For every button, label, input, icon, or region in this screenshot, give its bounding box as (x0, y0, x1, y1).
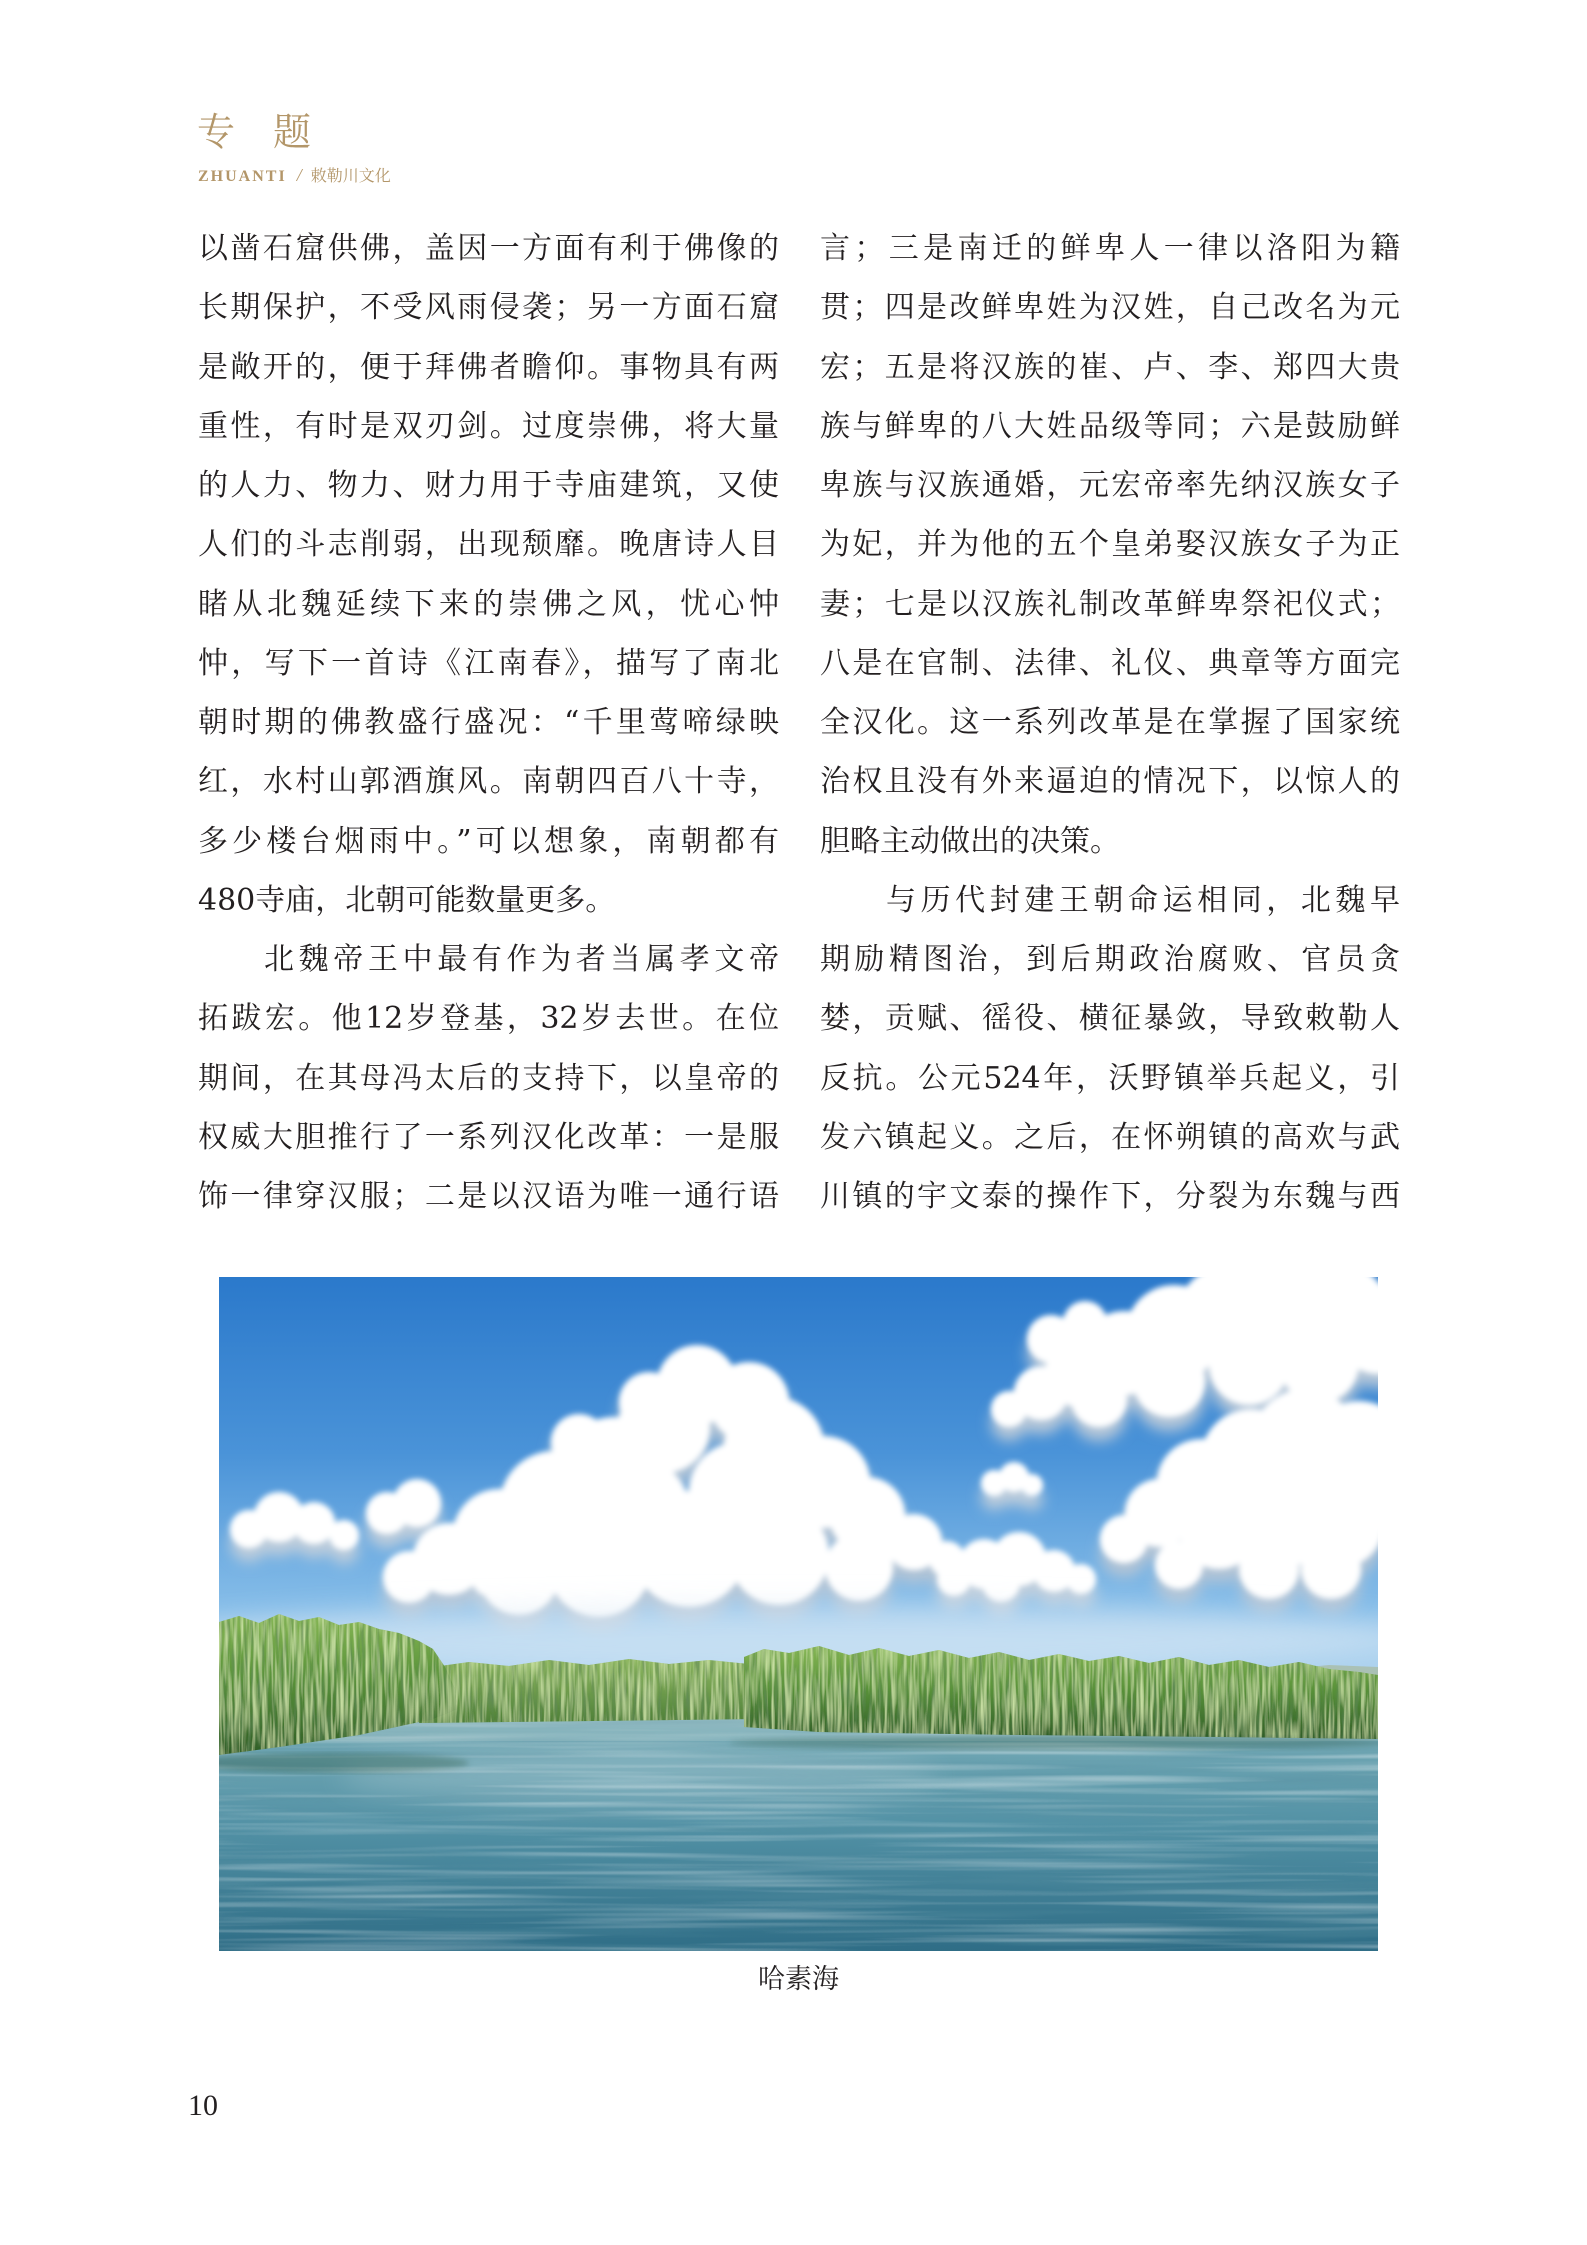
text-line: 拓跋宏。他12岁登基，32岁去世。在位 (198, 1001, 779, 1037)
text-line: 宏；五是将汉族的崔、卢、李、郑四大贵 (820, 349, 1400, 385)
photo-lake-reeds (219, 1277, 1378, 1951)
text-line: 是敞开的，便于拜佛者瞻仰。事物具有两 (198, 349, 779, 385)
text-line: 反抗。公元524年，沃野镇举兵起义，引 (820, 1060, 1400, 1096)
text-line: 族与鲜卑的八大姓品级等同；六是鼓励鲜 (820, 408, 1400, 444)
section-latin-label: ZHUANTI (198, 168, 287, 185)
text-line: 北魏帝王中最有作为者当属孝文帝 (264, 942, 779, 977)
text-line: 长期保护，不受风雨侵袭；另一方面石窟 (198, 290, 779, 326)
section-subtitle (198, 163, 391, 186)
text-line: 川镇的宇文泰的操作下，分裂为东魏与西 (820, 1179, 1400, 1214)
text-line: 与历代封建王朝命运相同，北魏早 (886, 882, 1400, 918)
photo-caption: 哈素海 (758, 1964, 839, 1995)
text-line: 以凿石窟供佛，盖因一方面有利于佛像的 (198, 231, 779, 266)
text-line: 睹从北魏延续下来的崇佛之风，忧心忡 (198, 586, 779, 622)
text-line: 期励精图治，到后期政治腐败、官员贪 (820, 942, 1400, 977)
text-line: 朝时期的佛教盛行盛况：“千里莺啼绿映 (198, 705, 779, 740)
column-name: 敕勒川文化 (310, 166, 391, 185)
text-line: 八是在官制、法律、礼仪、典章等方面完 (820, 645, 1400, 681)
text-line: 发六镇起义。之后，在怀朔镇的高欢与武 (820, 1119, 1400, 1155)
text-line: 的人力、物力、财力用于寺庙建筑，又使 (198, 468, 779, 503)
section-title: 专题 (197, 112, 350, 154)
page-number: 10 (188, 2089, 218, 2122)
text-line: 卑族与汉族通婚，元宏帝率先纳汉族女子 (820, 468, 1400, 503)
text-line: 饰一律穿汉服；二是以汉语为唯一通行语 (198, 1179, 779, 1214)
right-column (820, 219, 1400, 1226)
text-line: 红，水村山郭酒旗风。南朝四百八十寺， (198, 764, 779, 800)
text-line: 治权且没有外来逼迫的情况下，以惊人的 (820, 764, 1400, 800)
lake-photo-illustration (219, 1277, 1378, 1951)
text-line: 胆略主动做出的决策。 (820, 823, 1120, 859)
text-line: 全汉化。这一系列改革是在掌握了国家统 (820, 705, 1400, 740)
text-line: 480寺庙，北朝可能数量更多。 (198, 882, 616, 918)
text-line: 多少楼台烟雨中。”可以想象，南朝都有 (198, 823, 779, 859)
text-line: 言；三是南迁的鲜卑人一律以洛阳为籍 (820, 231, 1400, 266)
separator: / (296, 165, 302, 185)
text-line: 妻；七是以汉族礼制改革鲜卑祭祀仪式； (820, 586, 1400, 622)
text-line: 人们的斗志削弱，出现颓靡。晚唐诗人目 (198, 527, 779, 563)
left-column (198, 219, 779, 1226)
text-line: 期间，在其母冯太后的支持下，以皇帝的 (198, 1060, 779, 1096)
text-line: 婪，贡赋、徭役、横征暴敛，导致敕勒人 (820, 1001, 1400, 1037)
text-line: 重性，有时是双刃剑。过度崇佛，将大量 (198, 408, 779, 444)
text-line: 为妃，并为他的五个皇弟娶汉族女子为正 (820, 527, 1400, 563)
text-line: 贯；四是改鲜卑姓为汉姓，自己改名为元 (820, 290, 1400, 326)
text-line: 权威大胆推行了一系列汉化改革：一是服 (198, 1119, 779, 1155)
text-line: 忡，写下一首诗《江南春》，描写了南北 (198, 645, 779, 681)
